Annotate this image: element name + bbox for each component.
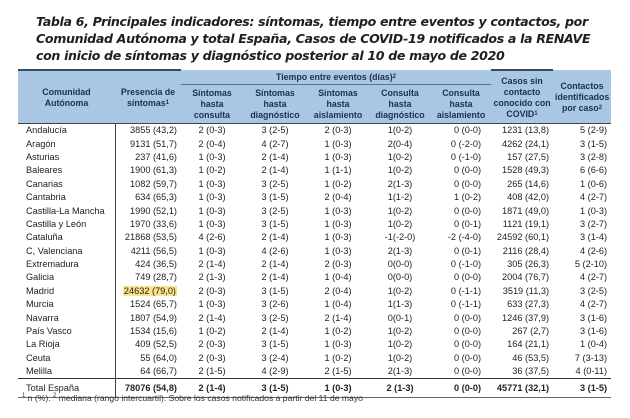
sintomas-consulta-cell: 1 (0-2) bbox=[198, 165, 226, 176]
header-sintomas-aislamiento: Síntomas hasta aislamiento bbox=[307, 85, 369, 124]
consulta-diagnostico-cell: 1(0-2) bbox=[387, 165, 413, 176]
sintomas-diagnostico-cell: 4 (2-9) bbox=[261, 366, 289, 377]
header-consulta-diagnostico: Consulta hasta diagnóstico bbox=[369, 85, 431, 124]
contactos-cell: 1 (0-4) bbox=[579, 339, 608, 350]
table-title: Tabla 6, Principales indicadores: síntomas, tiempo entre eventos y contactos, por Comunidad Autónoma y total España, Casos de COVID-19 notificados a la RENAVE con inicio de síntomas y diagnóstico posterior al 10 de mayo de 2020 bbox=[36, 14, 591, 63]
table-row bbox=[18, 124, 611, 138]
sintomas-consulta-cell: 2 (1-4) bbox=[198, 259, 226, 270]
casos-sin-contacto-cell: 164 (21,1) bbox=[507, 339, 550, 350]
sintomas-diagnostico-cell: 3 (1-5) bbox=[243, 379, 307, 398]
presencia-cell: 55 (64,0) bbox=[140, 352, 177, 363]
casos-sin-contacto-cell: 4262 (24,1) bbox=[502, 138, 550, 149]
sintomas-consulta-cell: 2 (1-4) bbox=[181, 379, 243, 398]
consulta-diagnostico-cell: -1(-2-0) bbox=[384, 232, 416, 243]
sintomas-diagnostico-cell: 3 (1-5) bbox=[261, 285, 289, 296]
sintomas-consulta-cell: 1 (0-3) bbox=[198, 218, 226, 229]
consulta-aislamiento-cell: 1 (0-2) bbox=[453, 192, 482, 203]
sintomas-aislamiento-cell: 2 (1-5) bbox=[324, 366, 352, 377]
sintomas-consulta-cell: 2 (1-3) bbox=[198, 272, 226, 283]
casos-sin-contacto-cell: 1121 (19,1) bbox=[502, 218, 550, 229]
consulta-diagnostico-cell: 1(0-2) bbox=[387, 326, 413, 337]
region-name: Baleares bbox=[18, 164, 115, 177]
consulta-aislamiento-cell: 0 (0-0) bbox=[453, 352, 482, 363]
header-sintomas-diagnostico: Síntomas hasta diagnóstico bbox=[243, 85, 307, 124]
region-name: C, Valenciana bbox=[18, 245, 115, 258]
sintomas-consulta-cell: 1 (0-3) bbox=[198, 151, 226, 162]
sintomas-diagnostico-cell: 3 (2-5) bbox=[261, 205, 289, 216]
contactos-cell: 3 (2-5) bbox=[579, 285, 608, 296]
region-name: La Rioja bbox=[18, 338, 115, 351]
region-name: Castilla y León bbox=[18, 218, 115, 231]
casos-sin-contacto-cell: 305 (26,3) bbox=[507, 259, 550, 270]
table-row bbox=[18, 352, 611, 365]
sintomas-aislamiento-cell: 1 (0-3) bbox=[324, 245, 352, 256]
contactos-cell: 3 (2-8) bbox=[579, 151, 608, 162]
sintomas-diagnostico-cell: 2 (1-4) bbox=[261, 232, 289, 243]
region-name: Canarias bbox=[18, 178, 115, 191]
consulta-diagnostico-cell: 1(0-2) bbox=[387, 205, 413, 216]
table-row bbox=[18, 258, 611, 271]
consulta-aislamiento-cell: 0 (0-0) bbox=[453, 366, 482, 377]
table-row bbox=[18, 338, 611, 351]
sintomas-consulta-cell: 1 (0-3) bbox=[198, 299, 226, 310]
presencia-cell: 4211 (56,5) bbox=[130, 245, 177, 256]
region-name: Ceuta bbox=[18, 352, 115, 365]
consulta-aislamiento-cell: 0 (0-0) bbox=[453, 165, 482, 176]
sintomas-consulta-cell: 1 (0-3) bbox=[198, 178, 226, 189]
casos-sin-contacto-cell: 267 (2,7) bbox=[512, 326, 550, 337]
presencia-cell: 3855 (43,2) bbox=[115, 124, 181, 138]
sintomas-diagnostico-cell: 3 (2-5) bbox=[261, 312, 289, 323]
table-row bbox=[18, 298, 611, 311]
table-row bbox=[18, 325, 611, 338]
sintomas-aislamiento-cell: 1 (0-2) bbox=[324, 178, 352, 189]
region-name: Extremadura bbox=[18, 258, 115, 271]
sintomas-consulta-cell: 1 (0-3) bbox=[198, 245, 226, 256]
sintomas-aislamiento-cell: 1 (0-3) bbox=[324, 218, 352, 229]
consulta-diagnostico-cell: 1(0-2) bbox=[387, 339, 413, 350]
consulta-diagnostico-cell: 1(0-2) bbox=[387, 352, 413, 363]
presencia-cell: 21868 (53,5) bbox=[124, 232, 177, 243]
consulta-diagnostico-cell: 1(0-2) bbox=[387, 151, 413, 162]
consulta-aislamiento-cell: 0 (0-0) bbox=[453, 272, 482, 283]
sintomas-diagnostico-cell: 3 (2-5) bbox=[261, 178, 289, 189]
table-row bbox=[18, 231, 611, 244]
contactos-cell: 4 (2-7) bbox=[579, 192, 608, 203]
consulta-aislamiento-cell: 0 (-1-1) bbox=[450, 299, 482, 310]
consulta-diagnostico-cell: 2(0-4) bbox=[387, 138, 413, 149]
contactos-cell: 3 (1-6) bbox=[579, 326, 608, 337]
casos-sin-contacto-cell: 408 (42,0) bbox=[507, 192, 550, 203]
contactos-cell: 4 (2-7) bbox=[579, 299, 608, 310]
presencia-cell: 749 (28,7) bbox=[135, 272, 177, 283]
presencia-cell: 1534 (15,6) bbox=[130, 326, 177, 337]
consulta-aislamiento-cell: 0 (0-0) bbox=[453, 178, 482, 189]
consulta-aislamiento-cell: -2 (-4-0) bbox=[447, 232, 482, 243]
contactos-cell: 4 (2-6) bbox=[579, 245, 608, 256]
consulta-aislamiento-cell: 0 (-1-0) bbox=[450, 151, 482, 162]
sintomas-aislamiento-cell: 2 (0-3) bbox=[324, 259, 352, 270]
region-name: Galicia bbox=[18, 271, 115, 284]
sintomas-aislamiento-cell: 1 (0-3) bbox=[324, 138, 352, 149]
contactos-cell: 3 (1-5) bbox=[553, 379, 611, 398]
sintomas-consulta-cell: 4 (2-6) bbox=[198, 232, 226, 243]
consulta-aislamiento-cell: 0 (-1-1) bbox=[450, 285, 482, 296]
presencia-cell: 424 (36,5) bbox=[135, 259, 177, 270]
consulta-aislamiento-cell: 0 (0-0) bbox=[431, 124, 491, 138]
region-name: Aragón bbox=[18, 137, 115, 150]
region-name: País Vasco bbox=[18, 325, 115, 338]
sintomas-diagnostico-cell: 3 (2-4) bbox=[261, 352, 289, 363]
consulta-aislamiento-cell: 0 (0-1) bbox=[453, 245, 482, 256]
sintomas-diagnostico-cell: 3 (1-5) bbox=[261, 218, 289, 229]
consulta-diagnostico-cell: 0(0-0) bbox=[387, 272, 413, 283]
header-sintomas-consulta: Síntomas hasta consulta bbox=[181, 85, 243, 124]
header-contactos: Contactos identificados por caso$^2$ bbox=[553, 70, 611, 124]
presencia-cell: 9131 (51,7) bbox=[130, 138, 177, 149]
consulta-aislamiento-cell: 0 (0-0) bbox=[453, 312, 482, 323]
sintomas-aislamiento-cell: 1 (0-3) bbox=[324, 205, 352, 216]
consulta-aislamiento-cell: 0 (0-1) bbox=[453, 218, 482, 229]
table-row bbox=[18, 164, 611, 177]
presencia-cell: 1082 (59,7) bbox=[130, 178, 177, 189]
table-row bbox=[18, 271, 611, 284]
indicators-table bbox=[18, 69, 611, 398]
sintomas-diagnostico-cell: 2 (1-4) bbox=[261, 272, 289, 283]
sintomas-consulta-cell: 2 (0-4) bbox=[198, 138, 226, 149]
presencia-cell: 237 (41,6) bbox=[135, 151, 177, 162]
casos-sin-contacto-cell: 157 (27,5) bbox=[507, 151, 550, 162]
sintomas-aislamiento-cell: 1 (1-1) bbox=[324, 165, 352, 176]
contactos-cell: 3 (1-6) bbox=[579, 312, 608, 323]
contactos-cell: 3 (2-7) bbox=[579, 218, 608, 229]
casos-sin-contacto-cell: 36 (37,5) bbox=[512, 366, 550, 377]
sintomas-aislamiento-cell: 2 (0-3) bbox=[307, 124, 369, 138]
header-comunidad: Comunidad Autónoma bbox=[18, 70, 115, 124]
sintomas-aislamiento-cell: 2 (0-4) bbox=[324, 192, 352, 203]
contactos-cell: 3 (1-5) bbox=[579, 138, 608, 149]
sintomas-aislamiento-cell: 1 (0-4) bbox=[324, 272, 352, 283]
sintomas-aislamiento-cell: 1 (0-3) bbox=[324, 151, 352, 162]
region-name: Cataluña bbox=[18, 231, 115, 244]
presencia-cell: 78076 (54,8) bbox=[115, 379, 181, 398]
sintomas-consulta-cell: 2 (0-3) bbox=[198, 352, 226, 363]
presencia-cell: 1900 (61,3) bbox=[130, 165, 177, 176]
consulta-aislamiento-cell: 0 (-1-0) bbox=[450, 259, 482, 270]
sintomas-aislamiento-cell: 1 (0-3) bbox=[307, 379, 369, 398]
table-row bbox=[18, 137, 611, 150]
casos-sin-contacto-cell: 265 (14,6) bbox=[507, 178, 550, 189]
contactos-cell: 5 (2-10) bbox=[574, 259, 608, 270]
consulta-diagnostico-cell: 2(1-3) bbox=[387, 178, 413, 189]
region-name: Melilla bbox=[18, 365, 115, 379]
presencia-cell bbox=[115, 285, 181, 298]
presencia-cell: 1970 (33,6) bbox=[130, 218, 177, 229]
contactos-cell: 3 (1-4) bbox=[579, 232, 608, 243]
sintomas-diagnostico-cell: 4 (2-6) bbox=[261, 245, 289, 256]
contactos-cell: 4 (0-11) bbox=[575, 366, 608, 377]
table-row bbox=[18, 151, 611, 164]
sintomas-consulta-cell: 2 (0-3) bbox=[198, 285, 226, 296]
sintomas-consulta-cell: 1 (0-3) bbox=[198, 192, 226, 203]
presencia-cell: 1807 (54,9) bbox=[130, 312, 177, 323]
consulta-diagnostico-cell: 1(1-2) bbox=[387, 192, 413, 203]
sintomas-aislamiento-cell: 2 (1-4) bbox=[324, 312, 352, 323]
consulta-diagnostico-cell: 1(1-3) bbox=[387, 299, 413, 310]
consulta-aislamiento-cell: 0 (0-0) bbox=[431, 379, 491, 398]
sintomas-consulta-cell: 1 (0-3) bbox=[198, 205, 226, 216]
consulta-diagnostico-cell: 2(1-3) bbox=[387, 245, 413, 256]
table-row bbox=[18, 178, 611, 191]
table-row bbox=[18, 365, 611, 379]
highlighted-value: 24632 (79,0) bbox=[123, 285, 176, 296]
table-row bbox=[18, 285, 611, 298]
consulta-aislamiento-cell: 0 (0-0) bbox=[453, 205, 482, 216]
region-name: Total España bbox=[18, 379, 115, 398]
region-name: Cantabria bbox=[18, 191, 115, 204]
sintomas-aislamiento-cell: 1 (0-3) bbox=[324, 232, 352, 243]
casos-sin-contacto-cell: 1871 (49,0) bbox=[502, 205, 550, 216]
sintomas-aislamiento-cell: 1 (0-3) bbox=[324, 339, 352, 350]
presencia-cell: 634 (65,3) bbox=[135, 192, 177, 203]
table-row bbox=[18, 204, 611, 217]
consulta-diagnostico-cell: 2 (1-3) bbox=[369, 379, 431, 398]
casos-sin-contacto-cell: 1231 (13,8) bbox=[491, 124, 553, 138]
contactos-cell: 6 (6-6) bbox=[579, 165, 608, 176]
region-name: Asturias bbox=[18, 151, 115, 164]
contactos-cell: 1 (0-6) bbox=[579, 178, 608, 189]
sintomas-aislamiento-cell: 1 (0-2) bbox=[324, 352, 352, 363]
sintomas-diagnostico-cell: 4 (2-7) bbox=[261, 138, 289, 149]
contactos-cell: 1 (0-3) bbox=[579, 205, 608, 216]
sintomas-aislamiento-cell: 1 (0-4) bbox=[324, 299, 352, 310]
casos-sin-contacto-cell: 2116 (28,4) bbox=[502, 245, 550, 256]
casos-sin-contacto-cell: 46 (53,5) bbox=[512, 352, 550, 363]
casos-sin-contacto-cell: 3519 (11,3) bbox=[502, 285, 550, 296]
casos-sin-contacto-cell: 1246 (37,9) bbox=[502, 312, 550, 323]
consulta-diagnostico-cell: 0(0-1) bbox=[387, 312, 413, 323]
consulta-diagnostico-cell: 1(0-2) bbox=[387, 218, 413, 229]
consulta-aislamiento-cell: 0 (0-0) bbox=[453, 326, 482, 337]
sintomas-diagnostico-cell: 3 (1-5) bbox=[261, 192, 289, 203]
consulta-diagnostico-cell: 1(0-2) bbox=[387, 285, 413, 296]
sintomas-diagnostico-cell: 3 (1-5) bbox=[261, 339, 289, 350]
casos-sin-contacto-cell: 2004 (76,7) bbox=[502, 272, 550, 283]
sintomas-consulta-cell: 1 (0-2) bbox=[198, 326, 226, 337]
header-presencia: Presencia de síntomas$^1$ bbox=[115, 70, 181, 124]
sintomas-consulta-cell: 2 (1-5) bbox=[198, 366, 226, 377]
consulta-aislamiento-cell: 0 (-2-0) bbox=[450, 138, 482, 149]
sintomas-diagnostico-cell: 3 (2-6) bbox=[261, 299, 289, 310]
table-row bbox=[18, 245, 611, 258]
region-name: Murcia bbox=[18, 298, 115, 311]
sintomas-consulta-cell: 2 (0-3) bbox=[198, 339, 226, 350]
table-row bbox=[18, 311, 611, 324]
region-name: Navarra bbox=[18, 311, 115, 324]
header-group-tiempo: Tiempo entre eventos (días)$^2$ bbox=[181, 70, 491, 85]
sintomas-diagnostico-cell: 2 (1-4) bbox=[261, 151, 289, 162]
sintomas-diagnostico-cell: 2 (1-4) bbox=[261, 165, 289, 176]
contactos-cell: 5 (2-9) bbox=[553, 124, 611, 138]
sintomas-diagnostico-cell: 3 (2-5) bbox=[243, 124, 307, 138]
casos-sin-contacto-cell: 24592 (60,1) bbox=[496, 232, 550, 243]
header-casos-sin-contacto: Casos sin contacto conocido con COVID$^1$ bbox=[491, 70, 553, 124]
presencia-cell: 409 (52,5) bbox=[135, 339, 177, 350]
presencia-cell: 1524 (65,7) bbox=[130, 299, 177, 310]
consulta-diagnostico-cell: 1(0-2) bbox=[369, 124, 431, 138]
contactos-cell: 4 (2-7) bbox=[579, 272, 608, 283]
casos-sin-contacto-cell: 1528 (49,3) bbox=[502, 165, 550, 176]
sintomas-aislamiento-cell: 1 (0-2) bbox=[324, 326, 352, 337]
contactos-cell: 7 (3-13) bbox=[574, 352, 608, 363]
sintomas-diagnostico-cell: 2 (1-4) bbox=[261, 259, 289, 270]
consulta-aislamiento-cell: 0 (0-0) bbox=[453, 339, 482, 350]
header-consulta-aislamiento: Consulta hasta aislamiento bbox=[431, 85, 491, 124]
sintomas-diagnostico-cell: 2 (1-4) bbox=[261, 326, 289, 337]
table-row bbox=[18, 218, 611, 231]
table-row bbox=[18, 191, 611, 204]
sintomas-aislamiento-cell: 2 (0-4) bbox=[324, 285, 352, 296]
region-name: Madrid bbox=[18, 285, 115, 298]
sintomas-consulta-cell: 2 (1-4) bbox=[198, 312, 226, 323]
presencia-cell: 1990 (52,1) bbox=[130, 205, 177, 216]
casos-sin-contacto-cell: 633 (27,3) bbox=[507, 299, 550, 310]
consulta-diagnostico-cell: 2(1-3) bbox=[387, 366, 413, 377]
footnote: $^1$ n (%). $^2$ mediana (rango intercuartil). Sobre los casos notificados a partir del 11 de mayo bbox=[22, 393, 363, 403]
presencia-cell: 64 (66,7) bbox=[140, 366, 177, 377]
consulta-diagnostico-cell: 0(0-0) bbox=[387, 259, 413, 270]
region-name: Castilla-La Mancha bbox=[18, 204, 115, 217]
casos-sin-contacto-cell: 45771 (32,1) bbox=[491, 379, 553, 398]
region-name: Andalucía bbox=[18, 124, 115, 138]
sintomas-consulta-cell: 2 (0-3) bbox=[181, 124, 243, 138]
